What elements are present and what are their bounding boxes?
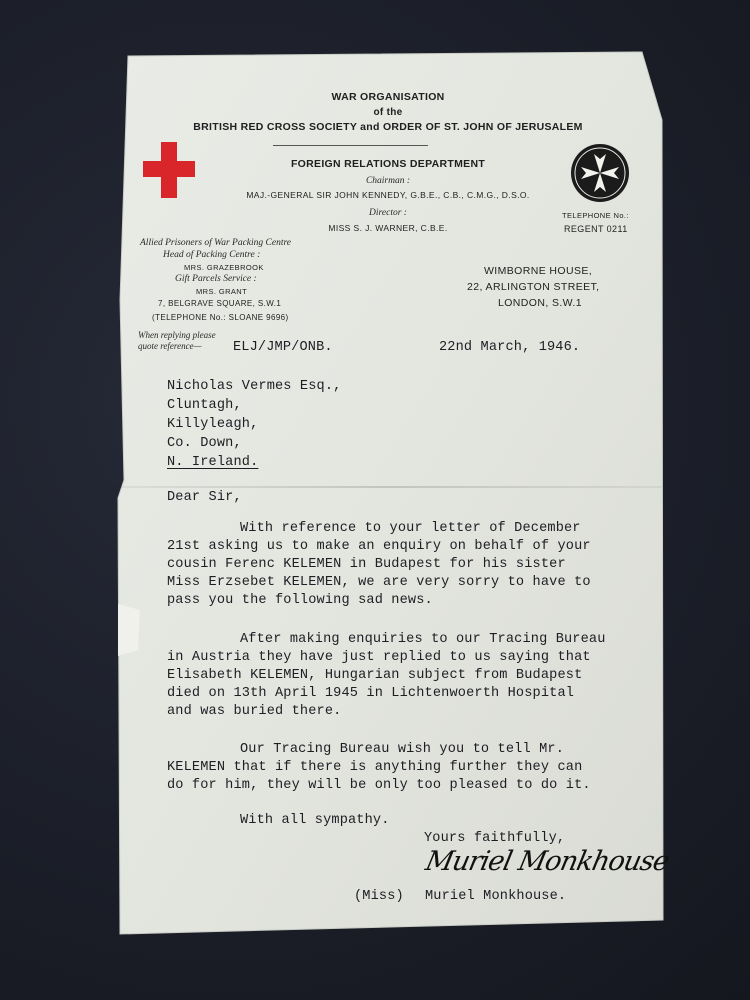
centre-address: 7, BELGRAVE SQUARE, S.W.1 [158, 299, 282, 308]
paragraph-3-line: Our Tracing Bureau wish you to tell Mr. [240, 742, 564, 757]
packing-head: MRS. GRAZEBROOK [184, 263, 264, 272]
red-cross-icon [143, 142, 195, 198]
org-line-3: BRITISH RED CROSS SOCIETY and ORDER OF ST. JOHN OF JERUSALEM [193, 121, 583, 133]
telephone-label: TELEPHONE No.: [562, 211, 629, 220]
paragraph-2-line: Elisabeth KELEMEN, Hungarian subject from Budapest [167, 668, 583, 683]
sympathy-line: With all sympathy. [240, 813, 390, 828]
paragraph-3-line: do for him, they will be only too pleased to do it. [167, 778, 591, 793]
gift-parcels-label: Gift Parcels Service : [175, 274, 257, 284]
reference: ELJ/JMP/ONB. [233, 340, 333, 355]
paragraph-1-line: Miss Erzsebet KELEMEN, we are very sorry to have to [167, 575, 591, 590]
packing-centre-line-2: Head of Packing Centre : [163, 250, 261, 260]
paragraph-2-line: died on 13th April 1945 in Lichtenwoerth Hospital [167, 686, 575, 701]
fold-line [118, 486, 662, 488]
typed-name: Muriel Monkhouse. [425, 889, 567, 904]
paragraph-3-line: KELEMEN that if there is anything further they can [167, 760, 583, 775]
address-line-2: 22, ARLINGTON STREET, [467, 281, 600, 293]
org-line-1: WAR ORGANISATION [331, 91, 445, 103]
paragraph-1-line: 21st asking us to make an enquiry on behalf of your [167, 539, 591, 554]
recipient-line: Co. Down, [167, 436, 242, 451]
director-name: MISS S. J. WARNER, C.B.E. [328, 223, 448, 233]
letter-date: 22nd March, 1946. [439, 340, 581, 355]
director-label: Director : [369, 208, 407, 218]
recipient-line: Killyleagh, [167, 417, 259, 432]
divider [273, 145, 428, 146]
chairman-name: MAJ.-GENERAL SIR JOHN KENNEDY, G.B.E., C.B., C.M.G., D.S.O. [246, 190, 530, 200]
recipient-line: Nicholas Vermes Esq., [167, 379, 342, 394]
reply-line-1: When replying please [138, 330, 216, 340]
packing-centre-line-1: Allied Prisoners of War Packing Centre [140, 238, 292, 248]
paragraph-2-line: and was buried there. [167, 704, 342, 719]
chairman-label: Chairman : [365, 176, 411, 186]
recipient-line: Cluntagh, [167, 398, 242, 413]
paragraph-2-line: After making enquiries to our Tracing Bureau [240, 632, 606, 647]
salutation: Dear Sir, [167, 490, 242, 505]
st-john-badge-icon [569, 142, 631, 204]
address-line-1: WIMBORNE HOUSE, [484, 265, 593, 277]
title: (Miss) [354, 889, 404, 904]
paragraph-1-line: cousin Ferenc KELEMEN in Budapest for his sister [167, 557, 566, 572]
paragraph-1-line: With reference to your letter of December [240, 521, 581, 536]
signature: Muriel Monkhouse [422, 846, 672, 877]
paragraph-2-line: in Austria they have just replied to us saying that [167, 650, 591, 665]
paragraph-1-line: pass you the following sad news. [167, 593, 433, 608]
gift-head: MRS. GRANT [196, 287, 248, 296]
org-line-2: of the [373, 107, 403, 118]
closing: Yours faithfully, [424, 831, 566, 846]
address-line-3: LONDON, S.W.1 [498, 297, 582, 309]
department: FOREIGN RELATIONS DEPARTMENT [290, 158, 486, 170]
centre-telephone: (TELEPHONE No.: SLOANE 9696) [152, 313, 289, 322]
telephone-number: REGENT 0211 [564, 224, 628, 234]
recipient-line: N. Ireland. [167, 455, 259, 470]
reply-line-2: quote reference— [138, 341, 202, 351]
